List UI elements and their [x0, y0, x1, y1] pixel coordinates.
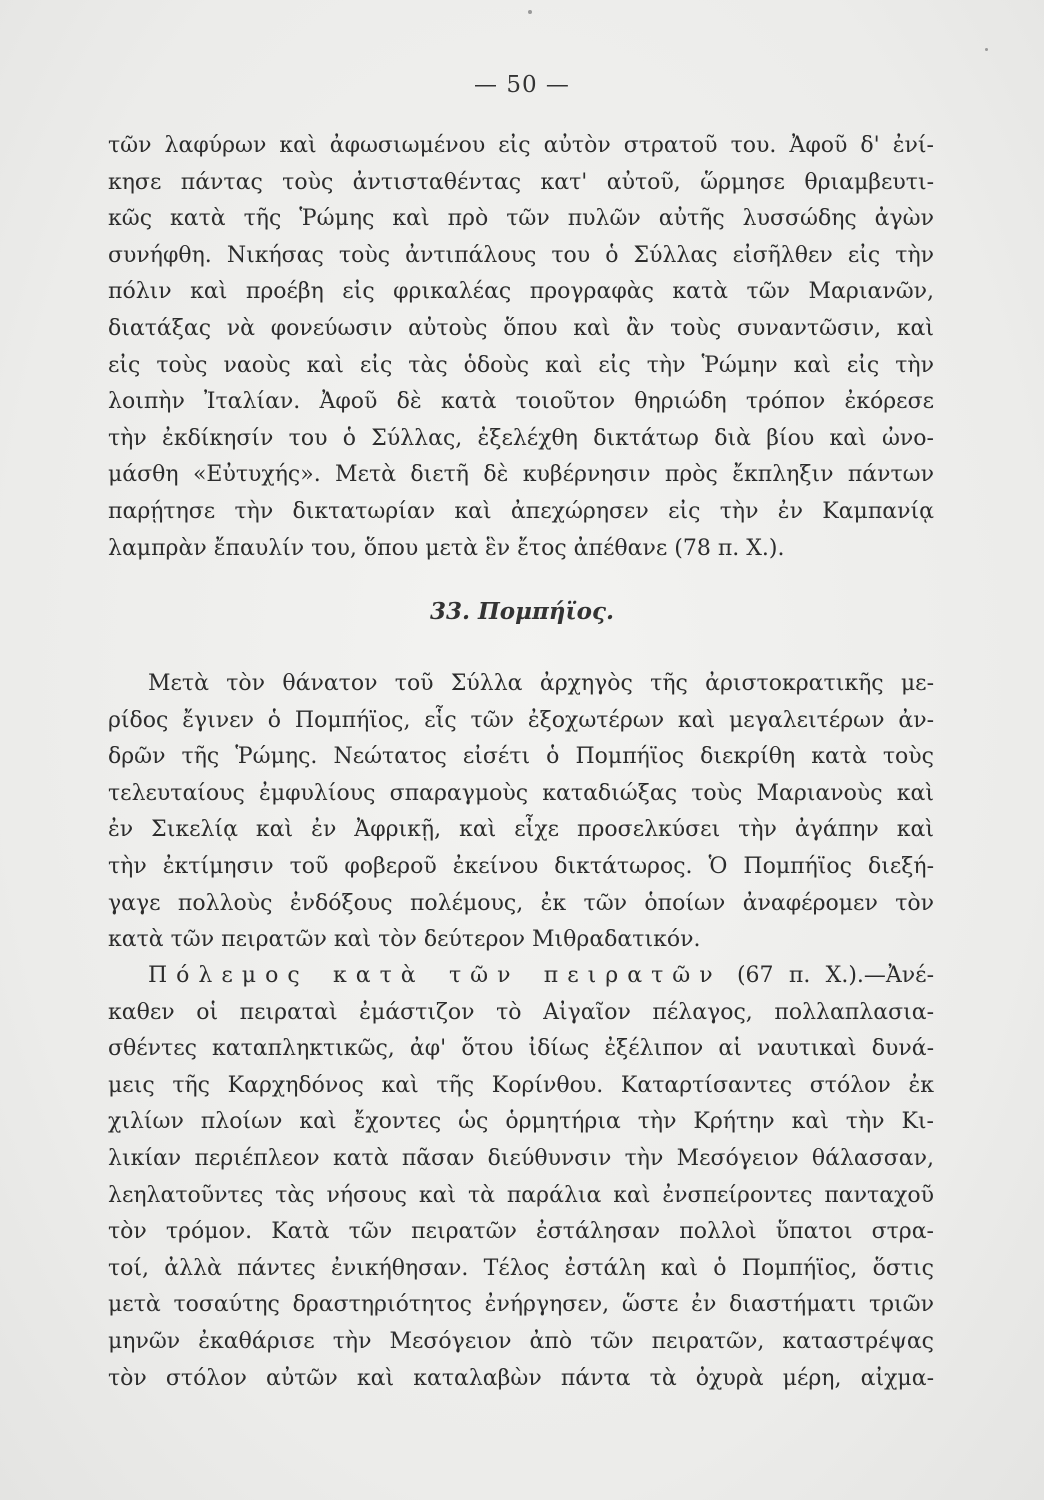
text-line: μάσθη «Εὐτυχής». Μετὰ διετῆ δὲ κυβέρνησιν πρὸς ἔκπληξιν πάντων — [108, 462, 934, 488]
text-line: διατάξας νὰ φονεύωσιν αὐτοὺς ὅπου καὶ ἂν τοὺς συναντῶσιν, καὶ — [108, 315, 934, 341]
text-line: πόλιν καὶ προέβη εἰς φρικαλέας προγραφὰς κατὰ τῶν Μαριανῶν, — [108, 279, 934, 305]
text-line: ρίδος ἔγινεν ὁ Πομπήϊος, εἷς τῶν ἐξοχωτέρων καὶ μεγαλειτέρων ἀν- — [108, 707, 934, 733]
text-line: εἰς τοὺς ναοὺς καὶ εἰς τὰς ὁδοὺς καὶ εἰς τὴν Ῥώμην καὶ εἰς τὴν — [108, 352, 934, 378]
text-line: λοιπὴν Ἰταλίαν. Ἀφοῦ δὲ κατὰ τοιοῦτον θηριώδη τρόπον ἐκόρεσε — [108, 389, 934, 415]
text-line: μηνῶν ἐκαθάρισε τὴν Μεσόγειον ἀπὸ τῶν πειρατῶν, καταστρέψας — [108, 1328, 934, 1354]
text-line: τῶν λαφύρων καὶ ἀφωσιωμένου εἰς αὐτὸν στρατοῦ του. Ἀφοῦ δ' ἐνί- — [108, 133, 934, 158]
text-line: παρῄτησε τὴν δικτατωρίαν καὶ ἀπεχώρησεν εἰς τὴν ἐν Καμπανίᾳ — [108, 498, 934, 524]
text-line: τὸν τρόμον. Κατὰ τῶν πειρατῶν ἐστάλησαν πολλοὶ ὕπατοι στρα- — [108, 1219, 934, 1245]
text-line: λεηλατοῦντες τὰς νήσους καὶ τὰ παράλια καὶ ἐνσπείροντες πανταχοῦ — [108, 1182, 934, 1208]
text-line: τὴν ἐκδίκησίν του ὁ Σύλλας, ἐξελέχθη δικτάτωρ διὰ βίου καὶ ὠνο- — [108, 425, 934, 451]
text-line: τελευταίους ἐμφυλίους σπαραγμοὺς καταδιώξας τοὺς Μαριανοὺς καὶ — [108, 780, 934, 806]
text-line: συνήφθη. Νικήσας τοὺς ἀντιπάλους του ὁ Σύλλας εἰσῆλθεν εἰς τὴν — [108, 242, 934, 268]
text-line: λαμπρὰν ἔπαυλίν του, ὅπου μετὰ ἓν ἔτος ἀπέθανε (78 π. Χ.). — [108, 535, 785, 561]
text-line: σθέντες καταπληκτικῶς, ἀφ' ὅτου ἰδίως ἐξέλιπον αἱ ναυτικαὶ δυνά- — [108, 1036, 934, 1062]
text-line-rest: (67 π. Χ.).—Ἀνέ- — [736, 963, 934, 988]
text-line: Μετὰ τὸν θάνατον τοῦ Σύλλα ἀρχηγὸς τῆς ἀριστοκρατικῆς με- — [148, 671, 934, 696]
page-number: — 50 — — [474, 72, 570, 98]
text-line: μεις τῆς Καρχηδόνος καὶ τῆς Κορίνθου. Καταρτίσαντες στόλον ἐκ — [108, 1072, 934, 1098]
text-line: ἐν Σικελίᾳ καὶ ἐν Ἀφρικῇ, καὶ εἶχε προσελκύσει τὴν ἀγάπην καὶ — [108, 817, 934, 843]
text-line: τὸν στόλον αὐτῶν καὶ καταλαβὼν πάντα τὰ ὀχυρὰ μέρη, αἰχμα- — [108, 1365, 934, 1391]
text-line: λικίαν περιέπλεον κατὰ πᾶσαν διεύθυνσιν τὴν Μεσόγειον θάλασσαν, — [108, 1145, 934, 1171]
text-line: μετὰ τοσαύτης δραστηριότητος ἐνήργησεν, ὥστε ἐν διαστήματι τριῶν — [108, 1292, 934, 1318]
paragraph-2 — [108, 666, 934, 959]
paragraph-3 — [108, 958, 934, 1397]
text-line: κησε πάντας τοὺς ἀντισταθέντας κατ' αὐτοῦ, ὥρμησε θριαμβευτι- — [108, 169, 934, 195]
text-line: χιλίων πλοίων καὶ ἔχοντες ὡς ὁρμητήρια τὴν Κρήτην καὶ τὴν Κι- — [108, 1109, 934, 1135]
spaced-subheading: Πόλεμος κατὰ τῶν πειρατῶν — [148, 963, 722, 988]
text-line: δρῶν τῆς Ῥώμης. Νεώτατος εἰσέτι ὁ Πομπήϊος διεκρίθη κατὰ τοὺς — [108, 744, 934, 770]
text-line — [108, 958, 934, 995]
text-line: καθεν οἱ πειραταὶ ἐμάστιζον τὸ Αἰγαῖον πέλαγος, πολλαπλασια- — [108, 999, 934, 1025]
section-heading: 33. Πομπήϊος. — [430, 598, 614, 625]
text-line: τοί, ἀλλὰ πάντες ἐνικήθησαν. Τέλος ἐστάλη καὶ ὁ Πομπήϊος, ὅστις — [108, 1255, 934, 1281]
text-line: κατὰ τῶν πειρατῶν καὶ τὸν δεύτερον Μιθραδατικόν. — [108, 927, 701, 953]
text-line: τὴν ἐκτίμησιν τοῦ φοβεροῦ ἐκείνου δικτάτωρος. Ὁ Πομπήϊος διεξή- — [108, 853, 934, 879]
ink-speck — [985, 48, 988, 51]
text-line: κῶς κατὰ τῆς Ῥώμης καὶ πρὸ τῶν πυλῶν αὐτῆς λυσσώδης ἀγὼν — [108, 206, 934, 232]
text-line: γαγε πολλοὺς ἐνδόξους πολέμους, ἐκ τῶν ὁποίων ἀναφέρομεν τὸν — [108, 890, 934, 916]
paragraph-1 — [108, 128, 934, 567]
ink-speck — [528, 10, 532, 14]
